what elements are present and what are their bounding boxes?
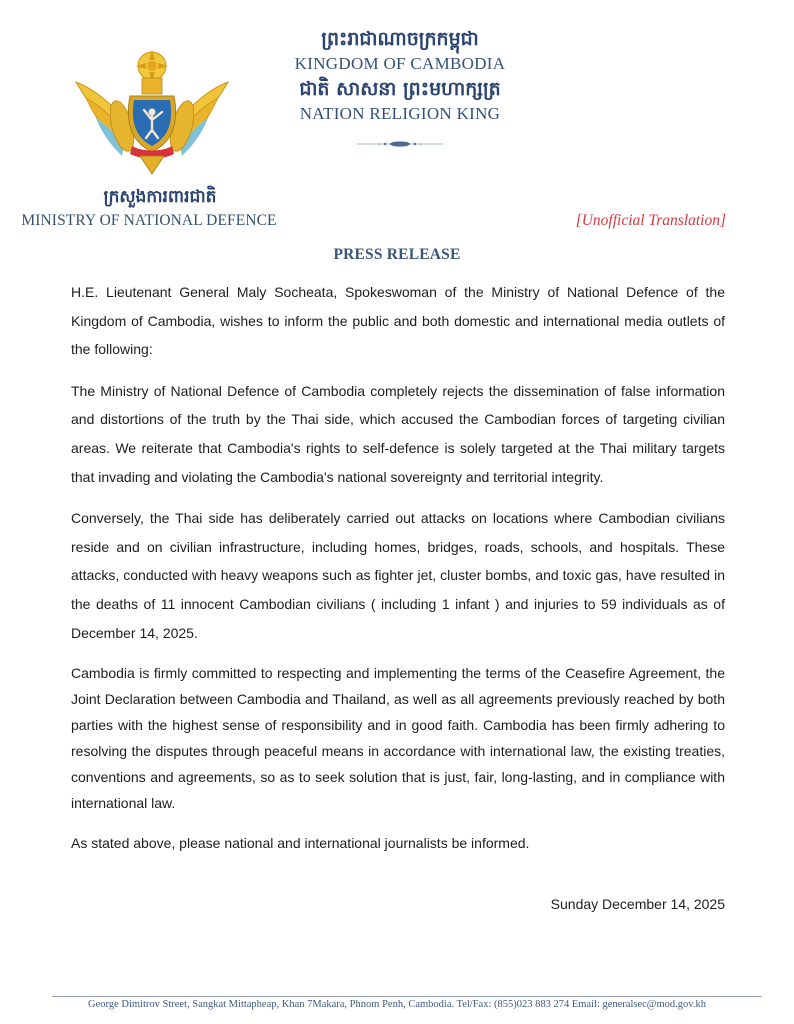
paragraph-closing: As stated above, please national and international journalists be informed. <box>71 835 530 852</box>
paragraph-commitment: Cambodia is firmly committed to respecting and implementing the terms of the Ceasefire Agreement, the Joint Declaration between Cambodia and Thailand, as well as all agreements previously reached by both parties with the highest sense of responsibility and in good faith. Cambodia has been firmly adhering to resolving the disputes through peaceful means in accordance with international law, the existing treaties, conventions and agreements, so as to seek solution that is just, fair, long-lasting, and in compliance with international law. <box>71 665 725 812</box>
paragraph-rejection: The Ministry of National Defence of Cambodia completely rejects the dissemination of false information and distortions of the truth by the Thai side, which accused the Cambodian forces of targeting civilian areas. We reiterate that Cambodia's rights to self-defence is solely targeted at the Thai military targets that invading and violating the Cambodia's national sovereignty and territorial integrity. <box>71 382 725 485</box>
paragraph-attacks: Conversely, the Thai side has deliberately carried out attacks on locations where Cambodian civilians reside and on civilian infrastructure, including homes, bridges, roads, schools, and hospitals. These attacks, conducted with heavy weapons such as fighter jet, cluster bombs, and toxic gas, have resulted in the deaths of 11 innocent Cambodian civilians ( including 1 infant ) and injuries to 59 individuals as of December 14, 2025. <box>71 510 725 641</box>
kingdom-name-english: KINGDOM OF CAMBODIA <box>294 54 506 73</box>
document-date: Sunday December 14, 2025 <box>550 896 725 912</box>
footer-divider <box>52 996 762 997</box>
ornamental-divider-icon <box>355 135 445 143</box>
press-release-body <box>71 278 725 871</box>
kingdom-header <box>270 25 530 143</box>
document-title: PRESS RELEASE <box>333 246 461 263</box>
ministry-name-english: MINISTRY OF NATIONAL DEFENCE <box>21 212 277 229</box>
kingdom-name-khmer: ព្រះរាជាណាចក្រកម្ពុជា <box>321 28 479 50</box>
unofficial-translation-note: [Unofficial Translation] <box>575 212 726 229</box>
ministry-name-khmer: ក្រសួងការពារជាតិ <box>103 187 217 207</box>
ministry-emblem-icon <box>72 48 232 183</box>
paragraph-intro: H.E. Lieutenant General Maly Socheata, Spokeswoman of the Ministry of National Defence of the Kingdom of Cambodia, wishes to inform the public and both domestic and international media outlets of the following: <box>71 284 725 358</box>
motto-english: NATION RELIGION KING <box>299 104 501 123</box>
motto-khmer: ជាតិ សាសនា ព្រះមហាក្សត្រ <box>299 78 501 100</box>
footer-address: George Dimitrov Street, Sangkat Mittapheap, Khan 7Makara, Phnom Penh, Cambodia. Tel/Fax: (855)023 883 274 Email: generalsec@mod.gov.kh <box>88 999 706 1010</box>
